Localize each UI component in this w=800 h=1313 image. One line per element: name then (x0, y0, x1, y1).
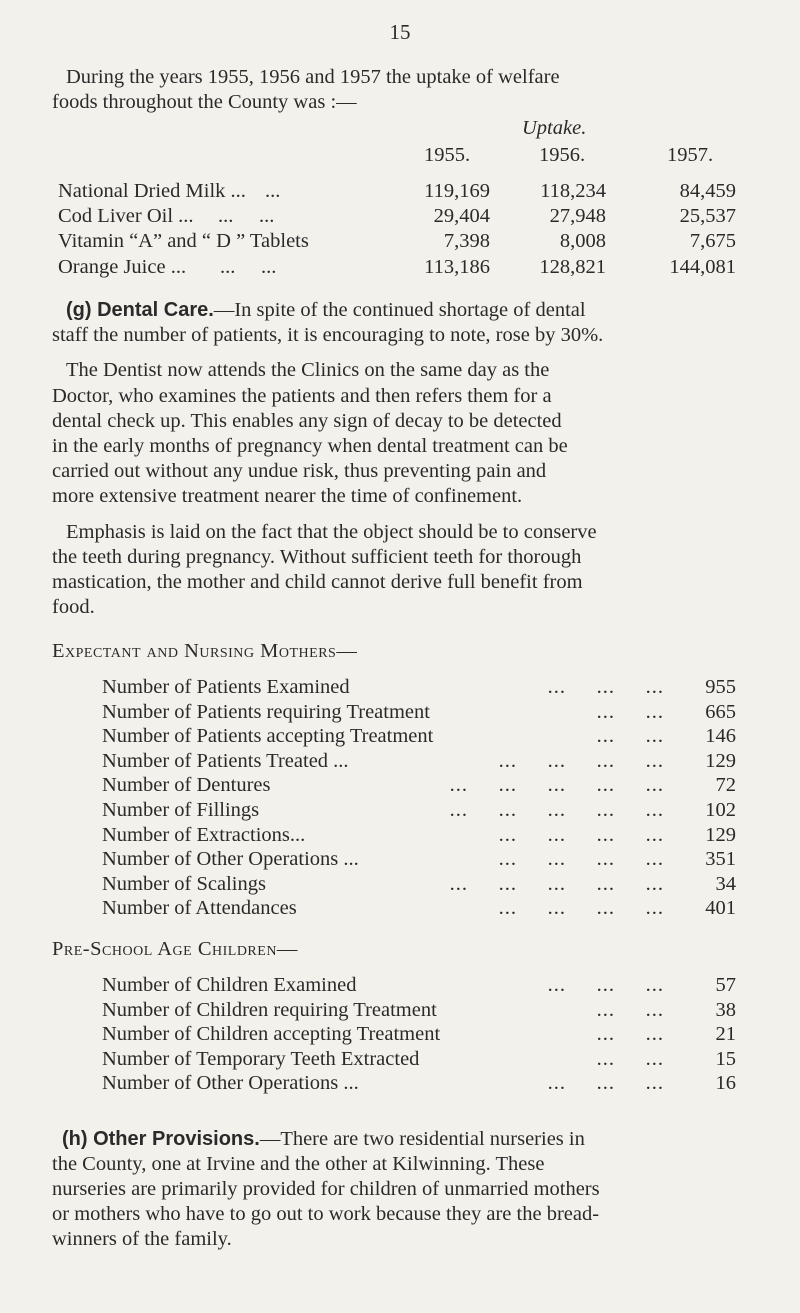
item-value: 351 (705, 848, 736, 871)
leader-dots: ... ... ... ... ... (449, 774, 664, 797)
uptake-heading: Uptake. (522, 117, 587, 139)
item-value: 129 (705, 823, 736, 846)
paragraph-line: winners of the family. (52, 1228, 232, 1250)
leader-dots: ... ... ... ... ... (449, 799, 664, 821)
leader-dots: ... ... (596, 1023, 664, 1046)
leader-dots: ... ... ... ... (498, 823, 664, 846)
dental-care-heading: (g) Dental Care. (66, 299, 214, 321)
other-provisions-line-1 (62, 1128, 585, 1151)
item-label: Number of Patients Treated ... (102, 749, 349, 772)
leader-dots: ... ... ... ... ... (449, 872, 664, 895)
leader-dots: ... ... (220, 256, 277, 278)
leader-dots: ... ... (596, 700, 664, 723)
item-value: 21 (715, 1023, 736, 1046)
value-1957: 144,081 (669, 256, 736, 278)
item-value: 34 (715, 872, 736, 895)
leader-dots: ... ... (596, 725, 664, 748)
item-label: Number of Extractions... (102, 823, 306, 846)
leader-dots: ... ... (218, 205, 275, 227)
paragraph-line: more extensive treatment nearer the time of confinement. (52, 485, 523, 507)
leader-dots: ... ... ... (547, 974, 664, 996)
leader-dots: ... ... ... ... (498, 749, 664, 772)
value-1956: 8,008 (559, 230, 606, 252)
item-value: 57 (715, 974, 736, 996)
preschool-section-heading: Pre-School Age Children— (52, 938, 298, 960)
item-label: Number of Patients Examined (102, 676, 350, 698)
item-value: 401 (705, 897, 736, 920)
item-value: 129 (705, 749, 736, 772)
year-header-1957: 1957. (667, 144, 714, 166)
value-1956: 118,234 (540, 180, 606, 202)
intro-line-1: During the years 1955, 1956 and 1957 the uptake of welfare (66, 66, 560, 88)
dental-care-paragraph-line-2: staff the number of patients, it is encouraging to note, rose by 30%. (52, 324, 604, 346)
item-label: Number of Scalings (102, 872, 266, 895)
other-provisions-heading: (h) Other Provisions. (62, 1128, 260, 1150)
item-label: Number of Attendances (102, 897, 297, 920)
item-value: 146 (705, 725, 736, 748)
leader-dots: ... ... (596, 1047, 664, 1070)
item-label: Number of Children requiring Treatment (102, 998, 437, 1021)
paragraph-line: the County, one at Irvine and the other at Kilwinning. These (52, 1153, 545, 1175)
paragraph-line: the teeth during pregnancy. Without sufficient teeth for thorough (52, 546, 582, 568)
item-value: 665 (705, 700, 736, 723)
item-value: 38 (715, 998, 736, 1021)
paragraph-line: The Dentist now attends the Clinics on the same day as the (66, 359, 550, 381)
leader-dots: ... ... ... ... (498, 897, 664, 920)
paragraph-line: Emphasis is laid on the fact that the object should be to conserve (66, 521, 597, 543)
intro-line-2: foods throughout the County was :— (52, 91, 357, 113)
item-value: 72 (715, 774, 736, 797)
food-label: National Dried Milk ... (58, 180, 246, 202)
item-label: Number of Temporary Teeth Extracted (102, 1047, 420, 1070)
food-label: Vitamin “A” and “ D ” Tablets (58, 230, 309, 252)
paragraph-line: carried out without any undue risk, thus preventing pain and (52, 460, 547, 482)
leader-dots: ... ... ... (547, 676, 664, 698)
paragraph-line: or mothers who have to go out to work because they are the bread- (52, 1203, 600, 1225)
value-1956: 128,821 (539, 256, 606, 278)
item-label: Number of Dentures (102, 774, 271, 797)
year-header-1955: 1955. (424, 144, 471, 166)
item-label: Number of Patients requiring Treatment (102, 700, 430, 723)
paragraph-line: dental check up. This enables any sign of decay to be detected (52, 410, 562, 432)
paragraph-line: food. (52, 596, 95, 618)
item-value: 955 (705, 676, 736, 698)
value-1957: 25,537 (679, 205, 736, 227)
paragraph-line: mastication, the mother and child cannot derive full benefit from (52, 571, 583, 593)
item-value: 16 (715, 1072, 736, 1095)
dental-care-text: —In spite of the continued shortage of dental (213, 299, 586, 321)
value-1955: 119,169 (424, 180, 490, 202)
value-1957: 84,459 (679, 180, 736, 202)
leader-dots: ... (265, 180, 281, 202)
dental-care-paragraph-line-1 (66, 299, 586, 322)
item-label: Number of Other Operations ... (102, 1072, 359, 1095)
item-label: Number of Children Examined (102, 974, 357, 996)
page-number: 15 (389, 20, 411, 44)
value-1955: 113,186 (424, 256, 490, 278)
other-provisions-text: —There are two residential nurseries in (259, 1128, 585, 1150)
value-1955: 29,404 (433, 205, 490, 227)
item-label: Number of Fillings (102, 799, 260, 821)
leader-dots: ... ... (596, 998, 664, 1021)
paragraph-line: Doctor, who examines the patients and then refers them for a (52, 385, 552, 407)
year-header-1956: 1956. (539, 144, 586, 166)
paragraph-line: in the early months of pregnancy when dental treatment can be (52, 435, 568, 457)
food-label: Cod Liver Oil ... (58, 205, 194, 227)
value-1955: 7,398 (443, 230, 490, 252)
leader-dots: ... ... ... ... (498, 848, 664, 871)
item-label: Number of Patients accepting Treatment (102, 725, 434, 748)
value-1956: 27,948 (549, 205, 606, 227)
food-label: Orange Juice ... (58, 256, 187, 278)
value-1957: 7,675 (689, 230, 736, 252)
item-value: 15 (715, 1047, 736, 1070)
item-label: Number of Children accepting Treatment (102, 1023, 441, 1046)
leader-dots: ... ... ... (547, 1072, 664, 1095)
item-label: Number of Other Operations ... (102, 848, 359, 871)
item-value: 102 (705, 799, 736, 821)
mothers-section-heading: Expectant and Nursing Mothers— (52, 640, 358, 662)
paragraph-line: nurseries are primarily provided for children of unmarried mothers (52, 1178, 600, 1200)
